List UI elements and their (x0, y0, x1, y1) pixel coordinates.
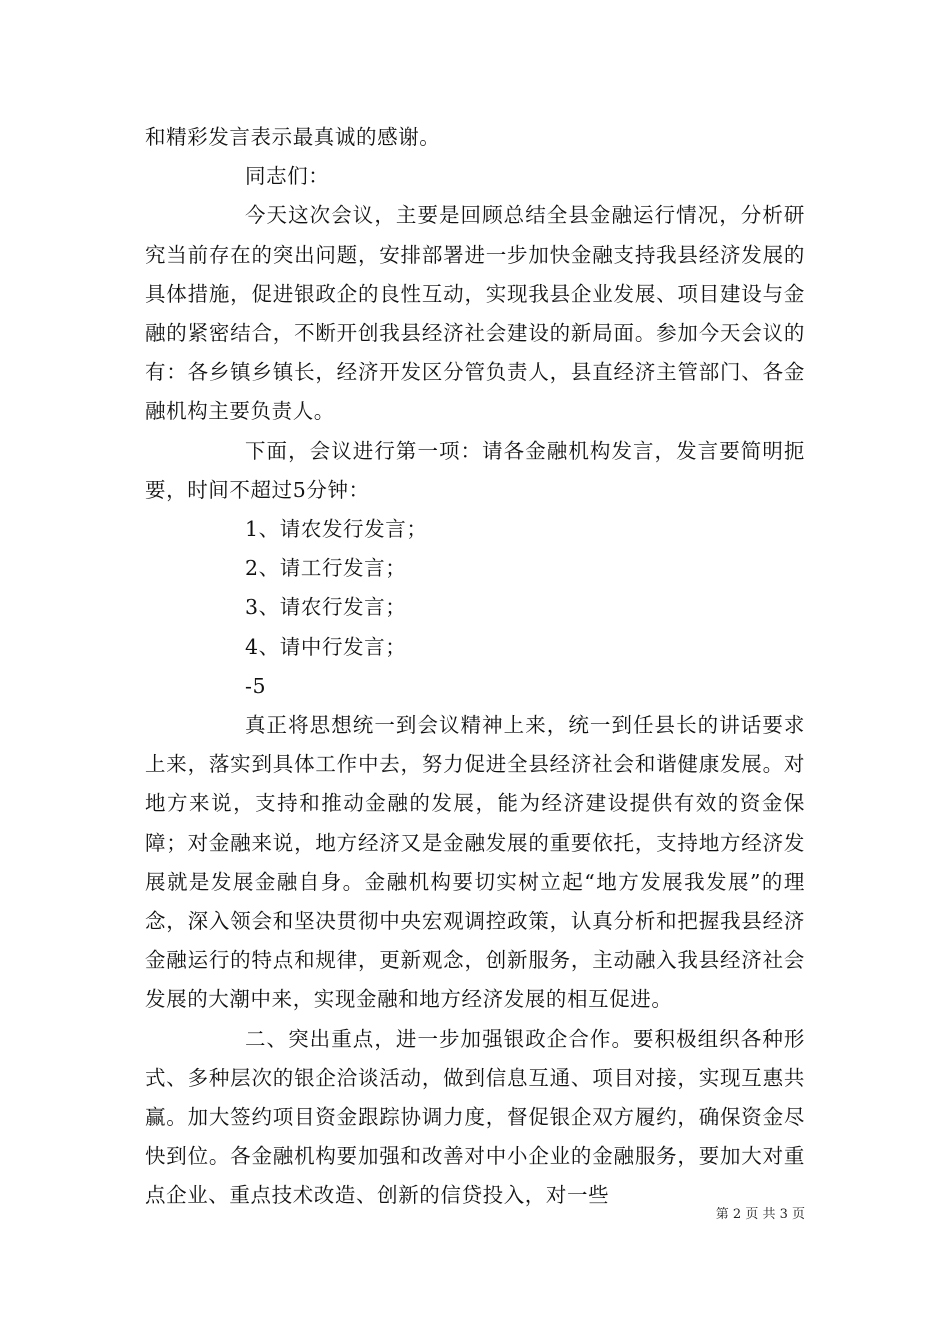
paragraph-section-two: 二、突出重点，进一步加强银政企合作。要积极组织各种形式、多种层次的银企洽谈活动，做到信息互通、项目对接，实现互惠共赢。加大签约项目资金跟踪协调力度，督促银企双方履约，确保资金尽快到位。各金融机构要加强和改善对中小企业的金融服务，要加大对重点企业、重点技术改造、创新的信贷投入，对一些 (145, 1026, 805, 1208)
list-item-speaker-2: 2、请工行发言； (245, 556, 407, 581)
paragraph-meeting-purpose: 今天这次会议，主要是回顾总结全县金融运行情况，分析研究当前存在的突出问题，安排部署进一步加快金融支持我县经济发展的具体措施，促进银政企的良性互动，实现我县企业发展、项目建设与金融的紧密结合，不断开创我县经济社会建设的新局面。参加今天会议的有：各乡镇乡镇长，经济开发区分管负责人，县直经济主管部门、各金融机构主要负责人。 (145, 203, 805, 424)
document-body (145, 118, 805, 1216)
list-item-speaker-3: 3、请农行发言； (245, 595, 407, 620)
paragraph-marker: -5 (245, 673, 267, 698)
list-item-speaker-4: 4、请中行发言； (245, 634, 407, 659)
paragraph-closing-thanks: 和精彩发言表示最真诚的感谢。 (145, 125, 441, 149)
paragraph-unify-thinking: 真正将思想统一到会议精神上来，统一到任县长的讲话要求上来，落实到具体工作中去，努力促进全县经济社会和谐健康发展。对地方来说，支持和推动金融的发展，能为经济建设提供有效的资金保障；对金融来说，地方经济又是金融发展的重要依托，支持地方经济发展就是发展金融自身。金融机构要切实树立起“地方发展我发展”的理念，深入领会和坚决贯彻中央宏观调控政策，认真分析和把握我县经济金融运行的特点和规律，更新观念，创新服务，主动融入我县经济社会发展的大潮中来，实现金融和地方经济发展的相互促进。 (145, 713, 805, 1012)
page-number-footer: 第 2 页 共 3 页 (715, 1207, 805, 1222)
paragraph-salutation: 同志们： (245, 164, 330, 189)
list-item-speaker-1: 1、请农发行发言； (245, 517, 428, 542)
paragraph-agenda-item-one: 下面，会议进行第一项：请各金融机构发言，发言要简明扼要，时间不超过5分钟： (145, 438, 805, 502)
